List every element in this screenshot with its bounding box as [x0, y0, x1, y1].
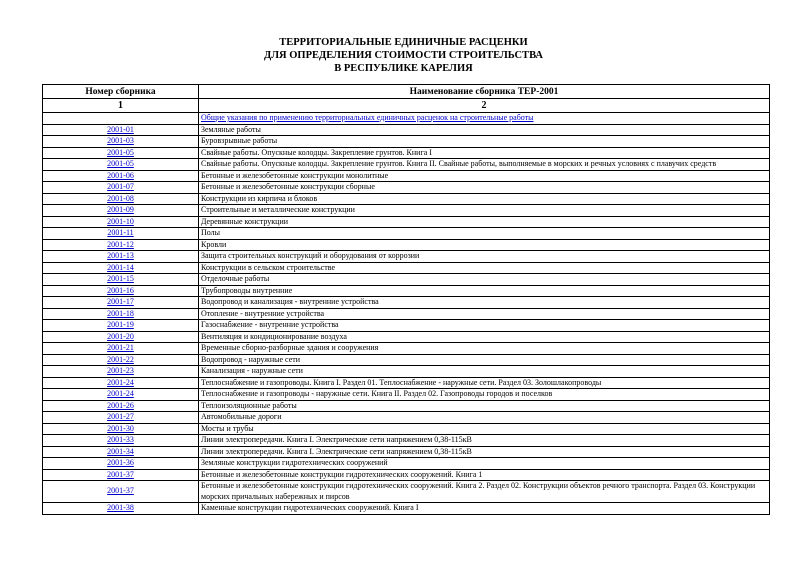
table-row [43, 124, 770, 136]
collection-number-cell [43, 458, 199, 470]
table-row [43, 285, 770, 297]
table-row [43, 251, 770, 263]
collection-number-link[interactable]: 2001-37 [107, 469, 134, 479]
collection-name-cell: Кровли [199, 239, 770, 251]
general-instructions-cell [199, 113, 770, 125]
table-row [43, 400, 770, 412]
collection-number-cell [43, 251, 199, 263]
collection-number-link[interactable]: 2001-10 [107, 216, 134, 226]
collection-number-link[interactable]: 2001-20 [107, 331, 134, 341]
collection-number-cell [43, 193, 199, 205]
table-row [43, 446, 770, 458]
table-row [43, 423, 770, 435]
collection-number-cell [43, 366, 199, 378]
collection-number-link[interactable]: 2001-24 [107, 389, 134, 398]
collection-number-cell [43, 285, 199, 297]
collection-number-link[interactable]: 2001-07 [107, 182, 134, 191]
collection-number-link[interactable]: 2001-37 [107, 486, 134, 496]
collection-name-cell: Свайные работы. Опускные колодцы. Закрепление грунтов. Книга II. Свайные работы, выполняемые в морских и речных условиях с плавучих средств [199, 159, 770, 171]
table-row [43, 147, 770, 159]
collection-number-link[interactable]: 2001-01 [107, 124, 134, 134]
collection-number-link[interactable]: 2001-03 [107, 136, 134, 145]
collection-number-link[interactable]: 2001-06 [107, 170, 134, 180]
collection-number-link[interactable]: 2001-11 [107, 228, 134, 237]
collection-number-link[interactable]: 2001-23 [107, 366, 134, 375]
table-row [43, 503, 770, 515]
collection-number-cell [43, 412, 199, 424]
collection-name-cell: Бетонные и железобетонные конструкции монолитные [199, 170, 770, 182]
header-collection-name: Наименование сборника ТЕР-2001 [199, 85, 770, 99]
collection-name-cell: Теплоизоляционные работы [199, 400, 770, 412]
collection-name-cell: Бетонные и железобетонные конструкции сборные [199, 182, 770, 194]
collection-number-cell [43, 205, 199, 217]
collection-number-link[interactable]: 2001-19 [107, 320, 134, 329]
collections-table [42, 84, 770, 515]
collection-number-cell [43, 159, 199, 171]
general-instructions-row [43, 113, 770, 125]
collection-name-cell: Полы [199, 228, 770, 240]
document-title-line-1: ТЕРРИТОРИАЛЬНЫЕ ЕДИНИЧНЫЕ РАСЦЕНКИ [279, 37, 528, 48]
table-row [43, 320, 770, 332]
table-row [43, 343, 770, 355]
table-row [43, 308, 770, 320]
table-row [43, 228, 770, 240]
table-row [43, 331, 770, 343]
table-row [43, 170, 770, 182]
table-row [43, 354, 770, 366]
collection-number-cell [43, 297, 199, 309]
collection-number-link[interactable]: 2001-17 [107, 297, 134, 306]
collection-number-link[interactable]: 2001-05 [107, 147, 134, 157]
collection-number-cell [43, 400, 199, 412]
table-row [43, 182, 770, 194]
collection-number-link[interactable]: 2001-15 [107, 274, 134, 283]
table-row [43, 366, 770, 378]
column-number-row [43, 99, 770, 113]
collection-number-link[interactable]: 2001-33 [107, 435, 134, 444]
table-row [43, 262, 770, 274]
collection-number-cell [43, 308, 199, 320]
table-row [43, 435, 770, 447]
collection-number-link[interactable]: 2001-12 [107, 239, 134, 249]
collection-name-cell: Автомобильные дороги [199, 412, 770, 424]
collection-name-cell: Конструкции из кирпича и блоков [199, 193, 770, 205]
collection-name-cell: Бетонные и железобетонные конструкции гидротехнических сооружений. Книга 2. Раздел 02. Конструкции объектов речного транспорта. Раздел 03. Конструкции морских причальных набережных и пирсов [199, 481, 770, 503]
table-row [43, 469, 770, 481]
collection-name-cell: Водопровод - наружные сети [199, 354, 770, 366]
collection-number-link[interactable]: 2001-14 [107, 262, 134, 272]
collection-number-cell [43, 147, 199, 159]
collection-name-cell: Теплоснабжение и газопроводы. Книга I. Раздел 01. Теплоснабжение - наружные сети. Раздел 03. Золошлакопроводы [199, 377, 770, 389]
table-row [43, 297, 770, 309]
table-row [43, 481, 770, 503]
collection-name-cell: Линии электропередачи. Книга I. Электрические сети напряжением 0,38-115кВ [199, 446, 770, 458]
collection-number-cell [43, 170, 199, 182]
table-row [43, 274, 770, 286]
collection-name-cell: Теплоснабжение и газопроводы - наружные сети. Книга II. Раздел 02. Газопроводы городов и поселков [199, 389, 770, 401]
table-row [43, 239, 770, 251]
collection-number-link[interactable]: 2001-08 [107, 193, 134, 203]
collection-number-link[interactable]: 2001-38 [107, 503, 134, 512]
collection-name-cell: Каменные конструкции гидротехнических сооружений. Книга I [199, 503, 770, 515]
table-row [43, 458, 770, 470]
collection-number-cell [43, 481, 199, 503]
table-row [43, 389, 770, 401]
collection-name-cell: Линии электропередачи. Книга I. Электрические сети напряжением 0,38-115кВ [199, 435, 770, 447]
collection-number-link[interactable]: 2001-36 [107, 458, 134, 467]
general-instructions-link[interactable]: Общие указания по применению территориальных единичных расценок на строительные работы [201, 113, 534, 122]
header-row [43, 85, 770, 99]
collection-name-cell: Водопровод и канализация - внутренние устройства [199, 297, 770, 309]
collection-name-cell: Земляные конструкции гидротехнических сооружений [199, 458, 770, 470]
collection-number-cell [43, 377, 199, 389]
collection-number-link[interactable]: 2001-27 [107, 412, 134, 421]
document-title-line-3: В РЕСПУБЛИКЕ КАРЕЛИЯ [334, 63, 473, 74]
collection-name-cell: Бетонные и железобетонные конструкции гидротехнических сооружений. Книга 1 [199, 469, 770, 481]
collection-name-cell: Вентиляция и кондиционирование воздуха [199, 331, 770, 343]
collection-number-link[interactable]: 2001-09 [107, 205, 134, 214]
table-row [43, 216, 770, 228]
table-row [43, 136, 770, 148]
collection-number-cell [43, 228, 199, 240]
collection-number-cell [43, 446, 199, 458]
collection-number-cell [43, 320, 199, 332]
collection-number-cell [43, 469, 199, 481]
collection-number-cell [43, 262, 199, 274]
collection-number-cell [43, 389, 199, 401]
collection-number-cell [43, 124, 199, 136]
collection-name-cell: Канализация - наружные сети [199, 366, 770, 378]
collection-number-cell [43, 423, 199, 435]
header-collection-number: Номер сборника [43, 85, 199, 99]
collection-name-cell: Защита строительных конструкций и оборудования от коррозии [199, 251, 770, 263]
collection-number-link[interactable]: 2001-21 [107, 343, 134, 352]
collection-number-link[interactable]: 2001-34 [107, 446, 134, 456]
collection-name-cell: Земляные работы [199, 124, 770, 136]
column-number-1: 1 [43, 99, 199, 113]
collection-name-cell: Газоснабжение - внутренние устройства [199, 320, 770, 332]
collection-number-link[interactable]: 2001-26 [107, 400, 134, 410]
collection-number-cell [43, 182, 199, 194]
collection-number-link[interactable]: 2001-22 [107, 354, 134, 364]
document-title-line-2: ДЛЯ ОПРЕДЕЛЕНИЯ СТОИМОСТИ СТРОИТЕЛЬСТВА [264, 50, 543, 61]
table-row [43, 193, 770, 205]
collection-number-cell [43, 435, 199, 447]
collection-name-cell: Отделочные работы [199, 274, 770, 286]
collection-number-cell [43, 216, 199, 228]
collection-number-cell [43, 343, 199, 355]
collection-number-cell [43, 503, 199, 515]
collection-number-link[interactable]: 2001-16 [107, 285, 134, 295]
table-row [43, 412, 770, 424]
collection-name-cell: Свайные работы. Опускные колодцы. Закрепление грунтов. Книга I [199, 147, 770, 159]
collection-number-link[interactable]: 2001-30 [107, 423, 134, 433]
collection-number-cell [43, 239, 199, 251]
collection-number-link[interactable]: 2001-13 [107, 251, 134, 260]
collection-name-cell: Конструкции в сельском строительстве [199, 262, 770, 274]
table-row [43, 205, 770, 217]
collection-number-cell [43, 136, 199, 148]
collection-number-cell [43, 354, 199, 366]
general-instructions-empty-cell [43, 113, 199, 125]
table-row [43, 377, 770, 389]
table-row [43, 159, 770, 171]
collection-number-link[interactable]: 2001-24 [107, 377, 134, 387]
collection-number-link[interactable]: 2001-05 [107, 159, 134, 168]
collection-number-link[interactable]: 2001-18 [107, 308, 134, 318]
collection-name-cell: Деревянные конструкции [199, 216, 770, 228]
collection-name-cell: Трубопроводы внутренние [199, 285, 770, 297]
collection-name-cell: Строительные и металлические конструкции [199, 205, 770, 217]
collection-name-cell: Мосты и трубы [199, 423, 770, 435]
collection-name-cell: Отопление - внутренние устройства [199, 308, 770, 320]
collection-number-cell [43, 274, 199, 286]
column-number-2: 2 [199, 99, 770, 113]
collection-name-cell: Временные сборно-разборные здания и сооружения [199, 343, 770, 355]
collection-number-cell [43, 331, 199, 343]
collection-name-cell: Буровзрывные работы [199, 136, 770, 148]
